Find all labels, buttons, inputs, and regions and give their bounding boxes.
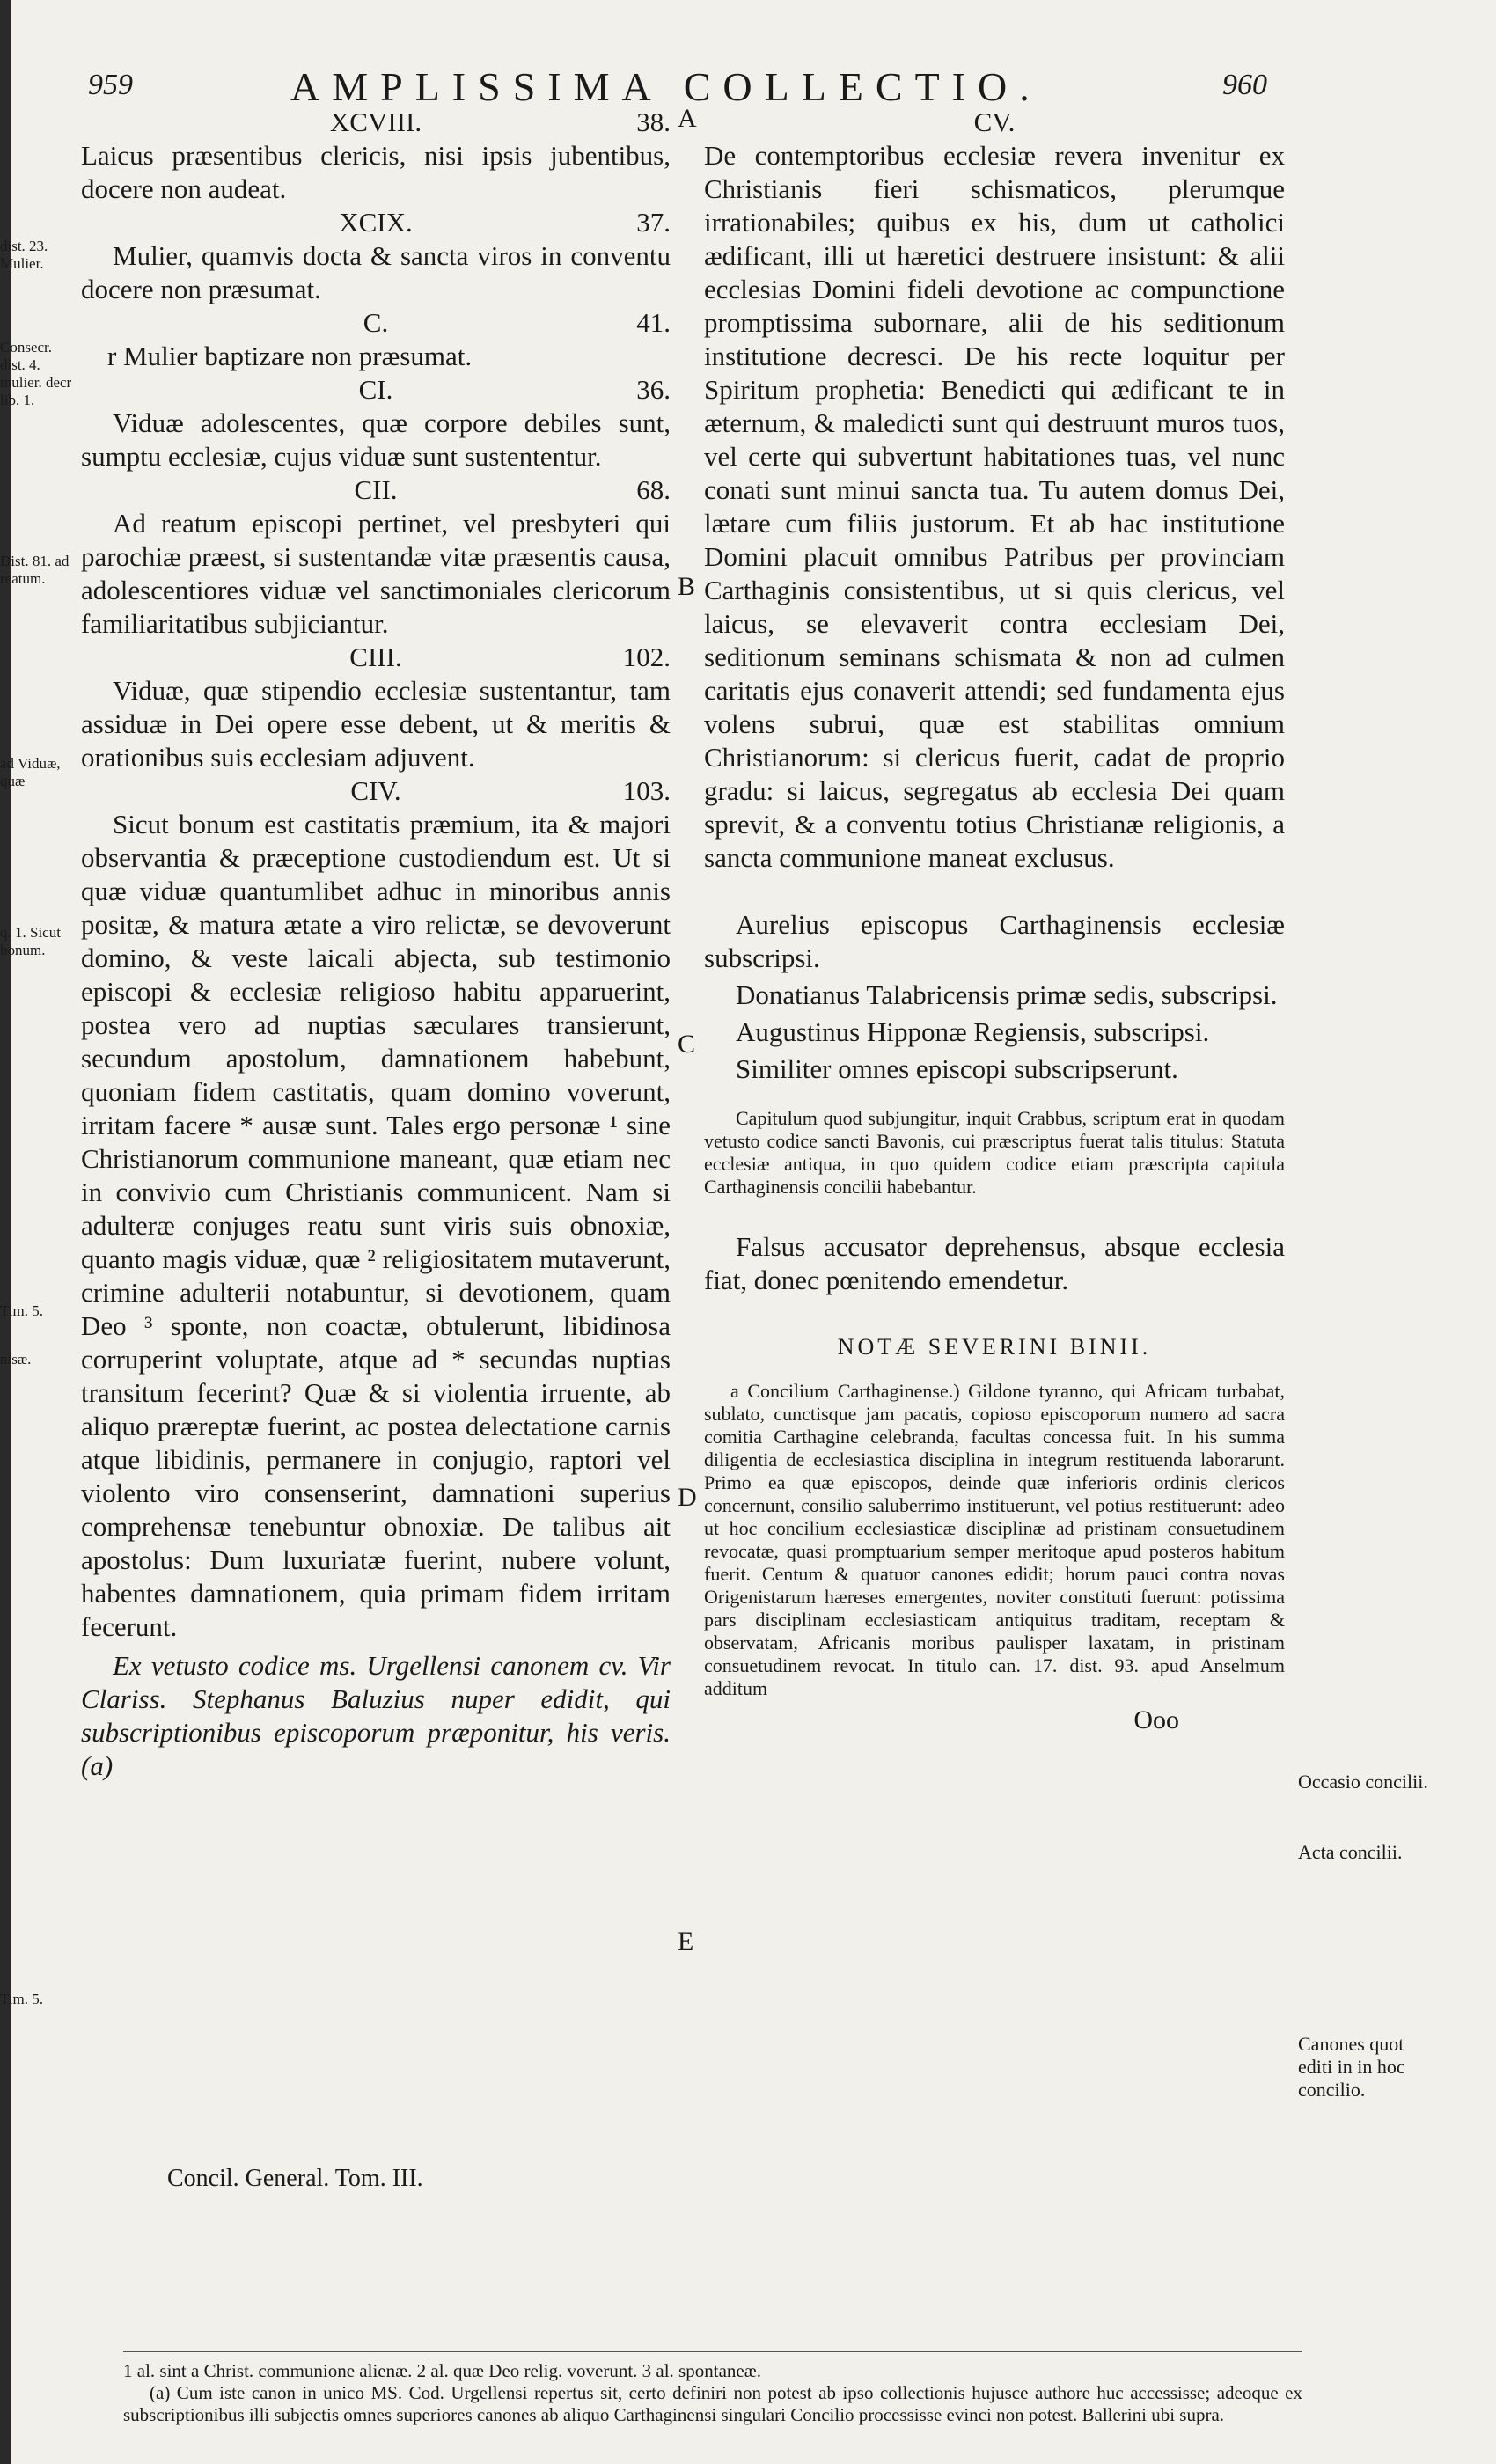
signature-line: Donatianus Talabricensis primæ sedis, subscripsi.: [736, 979, 1278, 1010]
margin-note: dist. 23. Mulier.: [0, 238, 48, 272]
margin-note: Acta concilii.: [1298, 1841, 1403, 1863]
margin-note: Canones quot editi in in hoc concilio.: [1298, 2033, 1405, 2101]
canon-number: 68.: [636, 474, 671, 505]
section-heading: [81, 373, 671, 407]
footnote-line: (a) Cum iste canon in unico MS. Cod. Urgellensi repertus sit, certo definiri non potest ab ipso collectionis hujusce authore huc accessisse; adeoque ex subscriptionibus illi subjectis omnes superiores canones ab aliquo Carthaginensi singulari Concilio processisse evinci non potest. Ballerini ubi supra.: [123, 2382, 1302, 2425]
notes-heading: NOTÆ SEVERINI BINII.: [837, 1334, 1152, 1360]
section-heading: [81, 206, 671, 239]
section-text: Viduæ, quæ stipendio ecclesiæ sustentantur, tam assiduæ in Dei opere esse debent, ut & meritis & orationibus suis ecclesiam adjuvent.: [81, 675, 671, 773]
crabbe-note: Capitulum quod subjungitur, inquit Crabbus, scriptum erat in quodam vetusto codice sancti Bavonis, cui præscriptus fuerat talis titulus: Statuta ecclesiæ antiqua, in quo quidem codice etiam præscripta capitula Carthaginensis concilii habebantur.: [704, 1107, 1285, 1198]
section-letter: C: [678, 1030, 696, 1059]
section-numeral: CV.: [973, 106, 1016, 137]
margin-note: ad Viduæ, quæ: [0, 755, 61, 789]
section-numeral: CIV.: [350, 775, 401, 806]
canon-number: 102.: [622, 642, 671, 672]
footnote-separator: [123, 2351, 1302, 2352]
section-text: De contemptoribus ecclesiæ revera invenitur ex Christianis fieri schismaticos, plerumque irrationabiles; quibus ex his, dum ut catholici ædificant, illi ut hæretici destruere insistunt: & alii ecclesias Domini fideli devotione ac compunctione promptissima subornare, alii de his seditionum institutione decresci. De his recte loquitur per Spiritum prophetia: Benedicti qui ædificant te in æternum, & maledicti sunt qui destruunt muros tuos, vel certe qui subvertunt habitationes tuas, vel nunc conati sunt minui sancta tua. Tu autem domus Dei, lætare cum filiis justorum. Et ab hac institutione Domini placuit omnibus Patribus per provinciam Carthaginis consistentibus, ut si quis clericus, vel laicus, se elevaverit contra ecclesiam Dei, seditionum seminans schismata & non ad culmen caritatis ejus conaverit attendi; sed fundamenta ejus volens subrui, quæ est stabilitas omnium Christianorum: si clericus fuerit, cadat de proprio gradu: si laicus, segregatus ab ecclesia Dei quam sprevit, & a conventu totius Christianæ religionis, a sancta communione maneat exclusus.: [704, 140, 1285, 873]
left-column: [81, 106, 671, 1783]
margin-note: Tim. 5.: [0, 1302, 43, 1319]
section-text: Mulier, quamvis docta & sancta viros in conventu docere non præsumat.: [81, 240, 671, 304]
source-note: Ex vetusto codice ms. Urgellensi canonem cv. Vir Clariss. Stephanus Baluzius nuper edidit, qui subscriptionibus episcoporum præponitur, his veris. (a): [81, 1650, 671, 1781]
section-heading: [81, 106, 671, 139]
right-column: [704, 106, 1285, 1737]
signature-mark: Ooo: [1133, 1705, 1179, 1734]
section-text: Sicut bonum est castitatis præmium, ita & majori observantia & præceptione custodiendum est. Ut si quæ viduæ quantumlibet adhuc in minoribus annis positæ, & matura ætate a viro relictæ, se devoverunt domino, & veste laicali abjecta, sub testimonio episcopi & ecclesiæ religioso habitu apparuerint, postea vero ad nuptias sæculares transierunt, secundum apostolum, damnationem habebunt, quoniam fidem castitatis, quam domino voverunt, irritam facere * ausæ sunt. Tales ergo personæ ¹ sine Christianorum communione maneant, quæ etiam nec in convivio cum Christianis communicent. Nam si adulteræ conjuges reatu sunt viris suis obnoxiæ, quanto magis viduæ, quæ ² religiositatem mutaverunt, crimine adulterii notabuntur, si devotionem, quam Deo ³ sponte, non coactæ, obtulerunt, libidinosa corruperint voluptate, atque ad * secundas nuptias transitum fecerint? Quæ & si violentia irruente, ab aliquo præreptæ fuerint, ac postea delectatione carnis atque libidinis, permanere in conjugio, raptori vel violento viro consenserint, damnationi superius comprehensæ tenebuntur obnoxiæ. De talibus ait apostolus: Dum luxuriatæ fuerint, nubere volunt, habentes damnationem, quia primam fidem irritam fecerunt.: [81, 809, 671, 1642]
margin-note: q. 1. Sicut bonum.: [0, 924, 61, 958]
margin-note: Occasio concilii.: [1298, 1771, 1428, 1793]
section-text: Viduæ adolescentes, quæ corpore debiles sunt, sumptu ecclesiæ, cujus viduæ sunt sustententur.: [81, 407, 671, 472]
section-numeral: CI.: [358, 374, 393, 405]
margin-note: Dist. 81. ad reatum.: [0, 553, 70, 587]
section-heading: [81, 306, 671, 340]
spacer: [704, 875, 1285, 908]
footnote-line: 1 al. sint a Christ. communione alienæ. 2 al. quæ Deo relig. voverunt. 3 al. spontaneæ.: [123, 2360, 761, 2381]
canon-number: 36.: [636, 374, 671, 405]
section-text: Ad reatum episcopi pertinet, vel presbyteri qui parochiæ præest, si sustentandæ vitæ præsentis causa, adolescentiores viduæ vel sanctimoniales clericorum familiaritatibus subjiciantur.: [81, 508, 671, 639]
page-number-left: 959: [88, 69, 133, 101]
section-heading: [81, 641, 671, 674]
section-numeral: CII.: [354, 474, 398, 505]
final-canon: Falsus accusator deprehensus, absque ecclesia fiat, donec pœnitendo emendetur.: [704, 1231, 1285, 1295]
canon-number: 38.: [636, 106, 671, 137]
notes-text: a Concilium Carthaginense.) Gildone tyranno, qui Africam turbabat, sublato, cunctisque jam pacatis, copioso episcoporum numero ad sacra comitia Carthagine celebranda, facultas concessa fuit. In his summa diligentia de ecclesiastica disciplina in integrum restituenda laborarunt. Primo ea quæ episcopos, deinde quæ inferioris ordinis clericos concernunt, consilio saluberrimo instituerunt, vel potius restituerunt: adeo ut hoc concilium ecclesiasticæ disciplinæ ad pristinam consuetudinem revocatæ, quasi promptuarium semper meritoque apud posteros habitum fuerit. Centum & quatuor canones edidit; horum pauci contra novas Origenistarum hæreses emergentes, noviter constituti fuerunt: potissima pars disciplinam ecclesiasticam antiquitus traditam, receptam & observatam, Africanis moribus paulisper laxatam, in pristinam consuetudinem revocat. In titulo can. 17. dist. 93. apud Anselmum additum: [704, 1380, 1285, 1699]
section-heading: [704, 106, 1285, 139]
section-letter: B: [678, 572, 696, 601]
section-numeral: C.: [363, 307, 389, 338]
footnotes: [123, 2360, 1302, 2426]
canon-number: 103.: [622, 775, 671, 806]
section-heading: [81, 774, 671, 808]
section-letter: D: [678, 1483, 697, 1512]
page-number-right: 960: [1222, 69, 1267, 101]
section-letter: A: [678, 104, 697, 133]
margin-note: Tim. 5.: [0, 1991, 43, 2007]
canon-number: 37.: [636, 207, 671, 238]
margin-note: nisæ.: [0, 1351, 32, 1368]
volume-line: Concil. General. Tom. III.: [167, 2165, 423, 2192]
signature-line: Similiter omnes episcopi subscripserunt.: [736, 1053, 1178, 1084]
section-text: Laicus præsentibus clericis, nisi ipsis jubentibus, docere non audeat.: [81, 140, 671, 204]
running-title: AMPLISSIMA COLLECTIO.: [290, 64, 1042, 109]
section-letter: E: [678, 1927, 694, 1956]
section-heading: [81, 473, 671, 507]
section-numeral: XCIX.: [339, 207, 413, 238]
signature-line: Augustinus Hipponæ Regiensis, subscripsi.: [736, 1016, 1210, 1047]
canon-number: 41.: [636, 307, 671, 338]
section-numeral: XCVIII.: [329, 106, 422, 137]
section-numeral: CIII.: [349, 642, 402, 672]
margin-note: Consecr. dist. 4. mulier. decr lib. 1.: [0, 339, 72, 408]
section-text: r Mulier baptizare non præsumat.: [107, 341, 473, 371]
signature-line: Aurelius episcopus Carthaginensis ecclesiæ subscripsi.: [704, 909, 1285, 973]
